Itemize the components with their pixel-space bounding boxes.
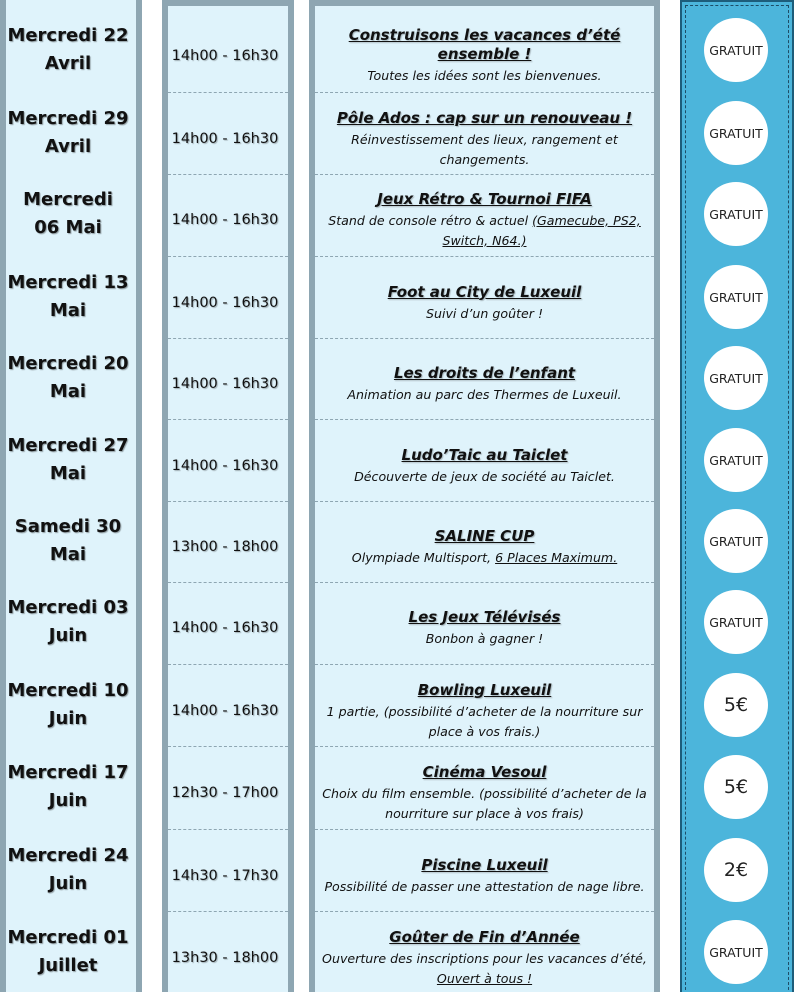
activity-cell [309,752,660,834]
activity-description: Bonbon à gagner ! [425,630,544,646]
activity-title: Construisons les vacances d’été ensemble ! [348,26,621,63]
time-cell [168,917,288,992]
event-date: Mercredi 01 Juillet [7,927,129,976]
time-cell [168,670,288,752]
activity-title: Foot au City de Luxeuil [387,282,582,301]
row-divider [315,92,654,93]
time-cell [168,262,288,344]
event-date: Mercredi 10 Juin [7,680,129,729]
date-cell [6,9,136,91]
row-divider [168,501,288,502]
event-time: 14h00 - 16h30 [171,48,279,64]
time-cell [168,752,288,834]
event-time: 14h00 - 16h30 [171,376,279,392]
activity-cell [309,670,660,752]
event-date: Samedi 30 Mai [14,516,122,565]
time-cell [168,343,288,425]
event-date: Mercredi 03 Juin [7,597,129,646]
date-cell [6,746,136,828]
event-time: 14h00 - 16h30 [171,703,279,719]
row-divider [315,746,654,747]
event-time: 14h30 - 17h30 [171,868,279,884]
price-badge: GRATUIT [704,920,768,984]
activity-cell [309,343,660,425]
date-cell [6,911,136,992]
price-badge: 5€ [704,673,768,737]
activity-title: Goûter de Fin d’Année [389,927,580,946]
row-divider [315,664,654,665]
activities-column [309,0,660,992]
event-date: Mercredi 24 Juin [7,845,129,894]
activity-description: Réinvestissement des lieux, rangement et changements. [351,131,618,167]
date-cell [6,581,136,663]
prices-column [680,0,794,992]
event-date: Mercredi 27 Mai [7,435,129,484]
activity-cell [309,506,660,588]
date-cell [6,173,136,255]
event-date: Mercredi 13 Mai [7,272,129,321]
time-cell [168,506,288,588]
row-divider [168,582,288,583]
activity-cell [309,179,660,261]
event-time: 14h00 - 16h30 [171,295,279,311]
row-divider [168,911,288,912]
activity-description: Choix du film ensemble. (possibilité d’acheter de la nourriture sur place à vos frais) [322,785,647,821]
activity-title: Jeux Rétro & Tournoi FIFA [377,189,592,208]
price-badge: 5€ [704,755,768,819]
row-divider [315,582,654,583]
row-divider [168,829,288,830]
price-badge: GRATUIT [704,182,768,246]
row-divider [168,419,288,420]
activity-title: Piscine Luxeuil [421,855,548,874]
activity-cell [309,587,660,669]
time-cell [168,425,288,507]
event-time: 14h00 - 16h30 [171,620,279,636]
activity-cell [309,15,660,97]
price-badge: GRATUIT [704,101,768,165]
price-badge: GRATUIT [704,18,768,82]
time-cell [168,98,288,180]
price-badge: GRATUIT [704,590,768,654]
price-badge: GRATUIT [704,428,768,492]
row-divider [315,911,654,912]
row-divider [168,174,288,175]
activity-cell [309,425,660,507]
activity-description-underlined: 6 Places Maximum. [495,549,618,565]
date-cell [6,664,136,746]
activity-description: Olympiade Multisport, 6 Places Maximum. [351,549,618,565]
activity-cell [309,98,660,180]
row-divider [315,829,654,830]
activity-title: Les droits de l’enfant [393,363,576,382]
event-time: 12h30 - 17h00 [171,785,279,801]
price-badge: GRATUIT [704,509,768,573]
row-divider [315,338,654,339]
row-divider [168,746,288,747]
time-cell [168,587,288,669]
activity-title: Ludo’Taic au Taiclet [401,445,568,464]
activity-description: Possibilité de passer une attestation de nage libre. [324,878,645,894]
date-cell [6,419,136,501]
activity-title: Cinéma Vesoul [422,762,547,781]
activity-description: Animation au parc des Thermes de Luxeuil. [347,386,622,402]
event-time: 14h00 - 16h30 [171,131,279,147]
time-cell [168,835,288,917]
activity-title: Bowling Luxeuil [417,680,552,699]
event-time: 13h30 - 18h00 [171,950,279,966]
date-cell [6,829,136,911]
date-cell [6,256,136,338]
activity-description: Suivi d’un goûter ! [426,305,543,321]
times-column [162,0,294,992]
activity-description: 1 partie, (possibilité d’acheter de la nourriture sur place à vos frais.) [326,703,643,739]
activity-description: Stand de console rétro & actuel (Gamecube, PS2, Switch, N64.) [328,212,641,248]
event-time: 14h00 - 16h30 [171,458,279,474]
price-badge: GRATUIT [704,346,768,410]
row-divider [168,256,288,257]
dates-column [0,0,142,992]
row-divider [168,664,288,665]
row-divider [315,256,654,257]
event-date: Mercredi 29 Avril [7,108,129,157]
date-cell [6,500,136,582]
activity-cell [309,262,660,344]
price-badge: 2€ [704,838,768,902]
activity-description-underlined: Ouvert à tous ! [436,970,533,986]
price-badge: GRATUIT [704,265,768,329]
event-date: Mercredi 06 Mai [23,189,113,238]
row-divider [168,92,288,93]
row-divider [315,419,654,420]
activity-title: Pôle Ados : cap sur un renouveau ! [336,108,633,127]
activity-description: Toutes les idées sont les bienvenues. [367,68,602,83]
row-divider [315,501,654,502]
time-cell [168,15,288,97]
event-date: Mercredi 17 Juin [7,762,129,811]
activity-description: Ouverture des inscriptions pour les vacances d’été, Ouvert à tous ! [322,950,647,986]
row-divider [315,174,654,175]
activity-title: Les Jeux Télévisés [408,607,561,626]
activity-description: Découverte de jeux de société au Taiclet. [354,468,615,484]
activity-cell [309,917,660,992]
event-date: Mercredi 20 Mai [7,353,129,402]
date-cell [6,337,136,419]
activity-cell [309,835,660,917]
row-divider [168,338,288,339]
time-cell [168,179,288,261]
event-date: Mercredi 22 Avril [7,25,129,74]
activity-description-underlined: (Gamecube, PS2, Switch, N64.) [442,212,641,248]
activity-title: SALINE CUP [434,526,535,545]
event-time: 13h00 - 18h00 [171,539,279,555]
date-cell [6,92,136,174]
event-time: 14h00 - 16h30 [171,212,279,228]
